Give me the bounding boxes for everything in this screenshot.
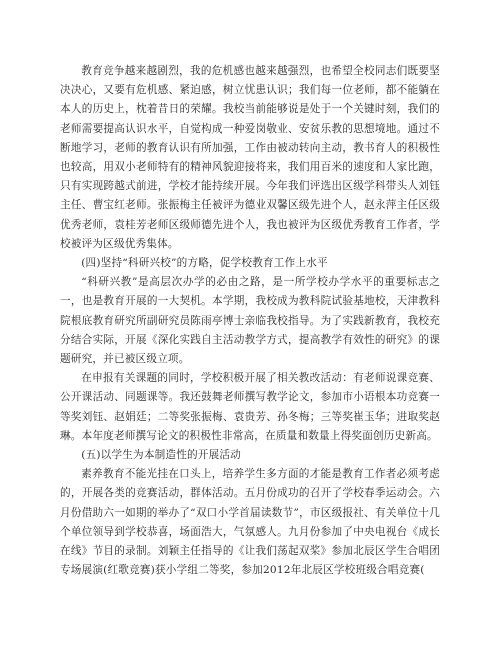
paragraph-teacher-awareness: 教育竞争越来越剧烈，我的危机感也越来越强烈，也希望全校同志们既要坚决决心，又要有危机感、紧迫感，树立忧患认识；我们每一位老师，都不能躺在本人的历史上，枕着昔日的荣耀。我校当前能够说是处于一个关键时刻，我们的老师需要提高认识水平，自觉构成一种爱岗敬业、安贫乐教的思想境地。通过不断地学习，老师的教育认识有所加强，工作由被动转向主动，教书育人的积极性也较高，用双小老师特有的精神风貌迎接将来，我们用百米的速度和人家比跑，只有实现跨越式前进，学校才能持续开展。今年我们评选出区级学科带头人刘钰主任、曹宝红老师。张振梅主任被评为德业双馨区级先进个人，赵永萍主任区级优秀老师，袁桂芳老师区级师德先进个人，我也被评为区级优秀教育工作者，学校被评为区级优秀集体。 xyxy=(60,65,440,250)
section-heading-student-activities: (五)以学生为本制造性的开展活动 xyxy=(81,449,241,462)
section-heading-research: (四)坚持“科研兴校”的方略，促学校教育工作上水平 xyxy=(81,257,328,270)
paragraph-research-topic: “科研兴教”是高层次办学的必由之路，是一所学校办学水平的重要标志之一，也是教育开展的一大契机。本学期，我校成为教科院试验基地校，天津教科院根底教育研究所副研究员陈雨亭博士亲临我校指导。为了实践新教育，我校充分结合实际，开展《深化实践自主活动教学方式，提高教学有效性的研究》的课题研究，并已被区级立项。 xyxy=(60,276,440,366)
paragraph-teaching-activities: 在申报有关课题的同时，学校积极开展了相关教改活动：有老师说课竞赛、公开课活动、同题课等。我还鼓舞老师撰写教学论文，参加市小语根本功竞赛一等奖刘钰、赵娟廷；二等奖张振梅、袁贵芳、孙冬梅；三等奖崔玉华；进取奖赵琳。本年度老师撰写论文的积极性非常高，在质量和数量上得奖面创历史新高。 xyxy=(60,372,440,442)
paragraph-student-activities: 素养教育不能光挂在口头上，培养学生多方面的才能是教育工作者必须考虑的，开展各类的竞赛活动，群体活动。五月份成功的召开了学校春季运动会。六月份借助六一如期的举办了“双口小学首届读数节”，市区级报社、有关单位十几个单位领导到学校恭喜，场面浩大，气氛感人。九月份参加了中央电视台《成长在线》节目的录制。刘颖主任指导的《让我们荡起双桨》参加北辰区学生合唱团专场展演(红歌竞赛)获小学组二等奖，参加2012年北辰区学校班级合唱竞赛( xyxy=(60,468,440,577)
